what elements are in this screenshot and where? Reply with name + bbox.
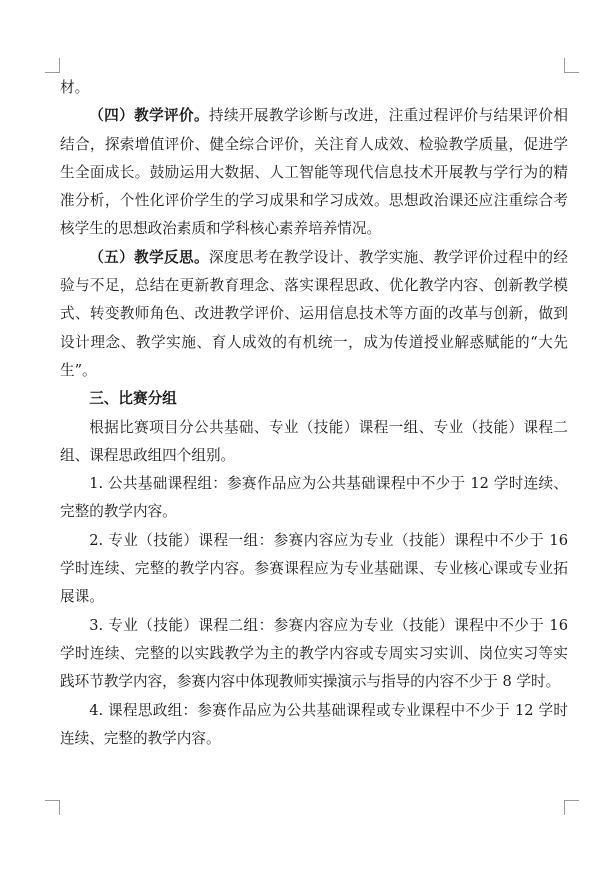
page-corner-mark-top-right — [564, 58, 579, 73]
list-item-professional-group-one: 2. 专业（技能）课程一组：参赛内容应为专业（技能）课程中不少于 16 学时连续、完整的教学内容。参赛课程应为专业基础课、专业核心课或专业拓展课。 — [60, 531, 568, 606]
paragraph-teaching-reflection — [60, 244, 568, 385]
list-item-public-basic-group: 1. 公共基础课程组：参赛作品应为公共基础课程中不少于 12 学时连续、完整的教学内容。 — [60, 475, 568, 521]
page-corner-mark-bottom-right — [564, 800, 579, 815]
section-heading-competition-groups: 三、比赛分组 — [89, 390, 177, 408]
paragraph-text: 深度思考在教学设计、教学实施、教学评价过程中的经验与不足，总结在更新教育理念、落实课程思政、优化教学内容、创新教学模式、转变教师角色、改进教学评价、运用信息技术等方面的改革与创新，做到设计理念、教学实施、育人成效的有机统一，成为传道授业解惑赋能的“大先生”。 — [60, 248, 568, 379]
list-item-professional-group-two: 3. 专业（技能）课程二组：参赛内容应为专业（技能）课程中不少于 16 学时连续、完整的以实践教学为主的教学内容或专周实习实训、岗位实习等实践环节教学内容，参赛内容中体现教师实操演示与指导的内容不少于 8 学时。 — [60, 616, 568, 691]
document-body — [60, 74, 568, 753]
list-item-ideological-group: 4. 课程思政组：参赛作品应为公共基础课程或专业课程中不少于 12 学时连续、完整的教学内容。 — [60, 701, 568, 747]
section-label-teaching-evaluation: （四）教学评价。 — [89, 107, 209, 125]
paragraph-groups-intro: 根据比赛项目分公共基础、专业（技能）课程一组、专业（技能）课程二组、课程思政组四个组别。 — [60, 418, 568, 464]
page-corner-mark-top-left — [45, 58, 60, 73]
paragraph-teaching-evaluation — [60, 102, 568, 243]
paragraph-text: 持续开展教学诊断与改进，注重过程评价与结果评价相结合，探索增值评价、健全综合评价，关注育人成效、检验教学质量，促进学生全面成长。鼓励运用大数据、人工智能等现代信息技术开展教与学行为的精准分析，个性化评价学生的学习成果和学习成效。思想政治课还应注重综合考核学生的思想政治素质和学科核心素养培养情况。 — [60, 107, 568, 238]
section-label-teaching-reflection: （五）教学反思。 — [89, 248, 209, 266]
page-corner-mark-bottom-left — [45, 800, 60, 815]
paragraph-continuation: 材。 — [60, 79, 90, 96]
